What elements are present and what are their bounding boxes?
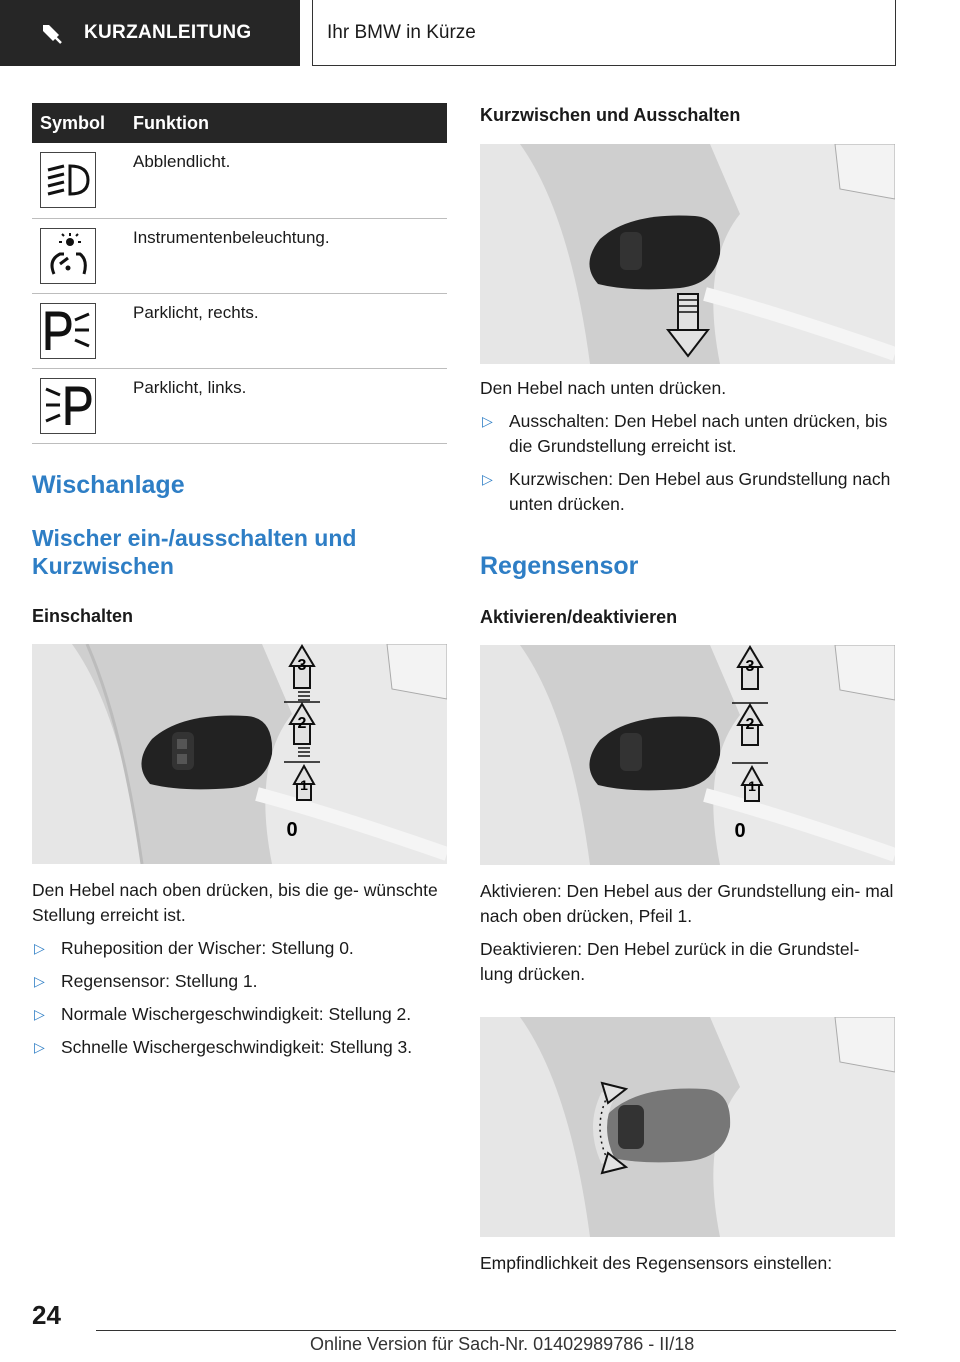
kurz-list: [480, 409, 895, 517]
deactivate-text: Deaktivieren: Den Hebel zurück in die Grundstel‐ lung drücken.: [480, 939, 860, 984]
heading-kurzwischen: Kurzwischen und Ausschalten: [480, 105, 741, 125]
heading-regensensor: Regensensor: [480, 552, 639, 580]
symbol-table: [32, 103, 447, 444]
list-item: ▷ Ruheposition der Wischer: Stellung 0.: [32, 936, 447, 961]
function-text: Abblendlicht.: [127, 143, 447, 218]
heading-wischanlage: Wischanlage: [32, 470, 185, 499]
function-text: Instrumentenbeleuchtung.: [127, 218, 447, 293]
col-function-header: Funktion: [127, 103, 447, 143]
position-label-2: 2: [297, 714, 307, 732]
footer-text: Online Version für Sach-Nr. 01402989786 - II/18: [310, 1334, 695, 1354]
chapter-header: [312, 0, 896, 66]
position-label-2: 2: [745, 716, 755, 733]
position-label-0: 0: [734, 820, 746, 842]
function-text: Parklicht, links.: [127, 368, 447, 443]
lever-illustration: [480, 645, 895, 865]
table-row: [32, 368, 447, 443]
position-label-1: 1: [300, 776, 308, 793]
table-row: [32, 218, 447, 293]
list-item: ▷ Ausschalten: Den Hebel nach unten drücken, bis die Grundstellung erreicht ist.: [480, 409, 895, 459]
parking-light-left-icon: [43, 383, 93, 429]
position-label-0: 0: [286, 818, 298, 841]
col-symbol-header: Symbol: [32, 103, 127, 143]
knurl-illustration: [480, 1017, 895, 1237]
sensitivity-figure: [480, 1017, 895, 1237]
low-beam-icon: [44, 158, 92, 202]
activate-text: Aktivieren: Den Hebel aus der Grundstellung ein‐ mal nach oben drücken, Pfeil 1.: [480, 881, 894, 926]
left-column: [32, 103, 447, 1060]
page-number: 24: [32, 1300, 61, 1330]
footer-divider: [96, 1330, 896, 1331]
section-tab: [0, 0, 300, 66]
table-row: [32, 143, 447, 218]
pin-icon: [40, 22, 62, 44]
list-item: ▷ Kurzwischen: Den Hebel aus Grundstellung nach unten drücken.: [480, 467, 895, 517]
list-item: ▷ Normale Wischergeschwindigkeit: Stellung 2.: [32, 1002, 447, 1027]
instruction-text: Den Hebel nach oben drücken, bis die ge‐ wünschte Stellung erreicht ist.: [32, 879, 438, 925]
position-label-1: 1: [748, 778, 756, 794]
function-text: Parklicht, rechts.: [127, 293, 447, 368]
list-item: ▷ Schnelle Wischergeschwindigkeit: Stellung 3.: [32, 1035, 447, 1060]
right-column: [480, 103, 895, 1276]
sensitivity-text: Empfindlichkeit des Regensensors einstellen:: [480, 1253, 833, 1273]
position-label-3: 3: [297, 656, 307, 674]
instrument-lighting-icon: [44, 232, 92, 280]
position-list: [32, 936, 447, 1060]
heading-wischer: Wischer ein-/ausschalten und Kurzwischen: [32, 524, 357, 579]
section-title: KURZANLEITUNG: [84, 22, 252, 43]
lever-illustration: [32, 644, 447, 864]
table-row: [32, 293, 447, 368]
instruction-text: Den Hebel nach unten drücken.: [480, 378, 727, 398]
lever-illustration: [480, 144, 895, 364]
wiper-lever-up-figure: [32, 644, 447, 864]
parking-light-right-icon: [43, 308, 93, 354]
rain-sensor-figure: [480, 645, 895, 865]
wiper-lever-down-figure: [480, 144, 895, 364]
heading-aktivieren: Aktivieren/deaktivieren: [480, 607, 678, 627]
position-label-3: 3: [745, 658, 755, 675]
chapter-title: Ihr BMW in Kürze: [327, 21, 476, 43]
heading-einschalten: Einschalten: [32, 605, 134, 626]
list-item: ▷ Regensensor: Stellung 1.: [32, 969, 447, 994]
